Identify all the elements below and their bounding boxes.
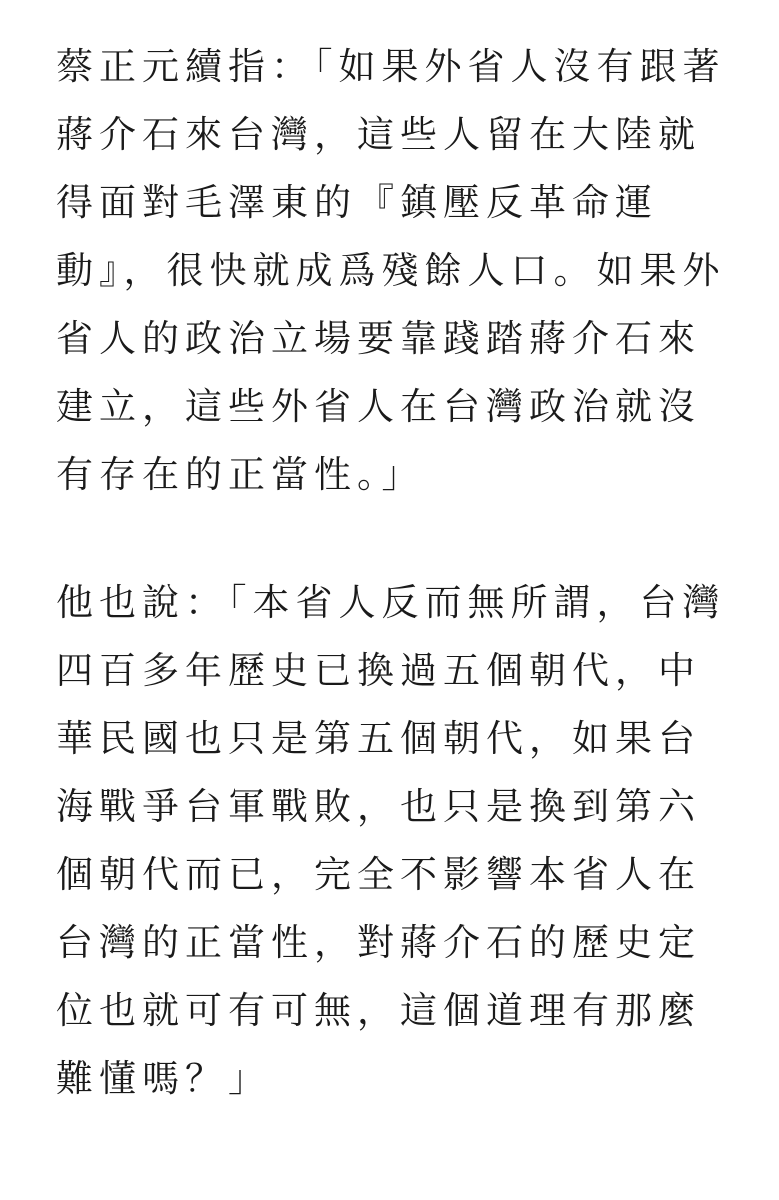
text-line: 難懂嗎？」 xyxy=(56,1057,271,1100)
article-body xyxy=(56,33,736,1113)
text-line: 建立，這些外省人在台灣政治就沒 xyxy=(56,385,701,428)
text-line: 他也說：「本省人反而無所謂，台灣 xyxy=(56,581,726,624)
paragraph-spacer xyxy=(56,509,736,569)
text-line: 海戰爭台軍戰敗，也只是換到第六 xyxy=(56,785,701,828)
text-line: 動』，很快就成爲殘餘人口。如果外 xyxy=(56,249,726,292)
paragraph-2 xyxy=(56,569,736,1113)
text-line: 四百多年歷史已換過五個朝代，中 xyxy=(56,649,701,692)
text-line: 蔡正元續指：「如果外省人沒有跟著 xyxy=(56,45,726,88)
text-line: 位也就可有可無，這個道理有那麼 xyxy=(56,989,701,1032)
text-line: 有存在的正當性。」 xyxy=(56,453,425,496)
text-line: 得面對毛澤東的『鎮壓反革命運 xyxy=(56,181,658,224)
text-line: 華民國也只是第五個朝代，如果台 xyxy=(56,717,701,760)
text-line: 蔣介石來台灣，這些人留在大陸就 xyxy=(56,113,701,156)
text-line: 省人的政治立場要靠踐踏蔣介石來 xyxy=(56,317,701,360)
paragraph-1 xyxy=(56,33,736,509)
text-line: 個朝代而已，完全不影響本省人在 xyxy=(56,853,701,896)
text-line: 台灣的正當性，對蔣介石的歷史定 xyxy=(56,921,701,964)
